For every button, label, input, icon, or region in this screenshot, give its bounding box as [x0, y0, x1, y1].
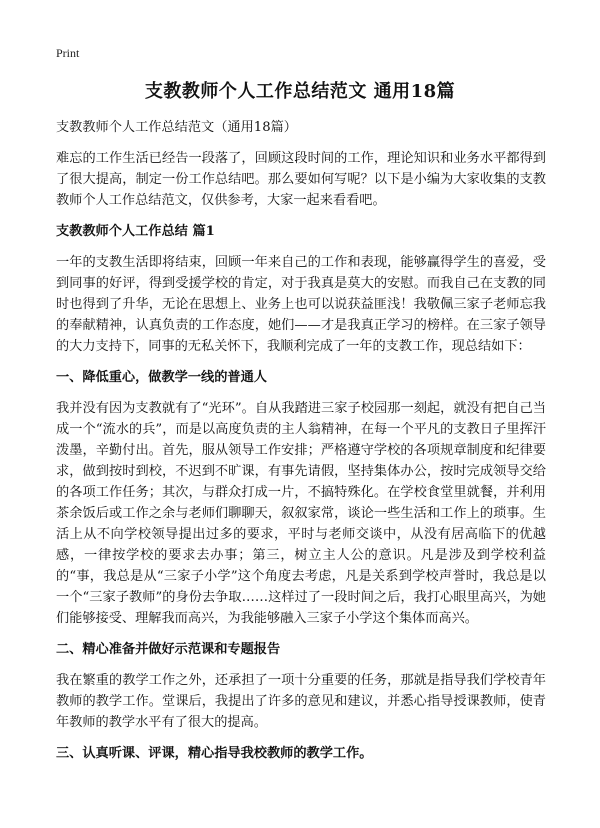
- page-title: 支教教师个人工作总结范文 通用18篇: [144, 81, 456, 102]
- section1-paragraph: 我并没有因为支教就有了“光环”。自从我踏进三家子校园那一刻起，就没有把自己当成一个“流水的兵”，而是以高度负责的主人翁精神，在每一个平凡的支教日子里挥汗泼墨，辛勤付出。首先，服从领导工作安排；严格遵守学校的各项规章制度和纪律要求，做到按时到校，不迟到不旷课，有事先请假，坚持集体办公，按时完成领导交给的各项工作任务；其次，与群众打成一片，不搞特殊化。在学校食堂里就餐，并利用茶余饭后或工作之余与老师们聊聊天，叙叙家常，谈论一些生活和工作上的琐事。生活上从不向学校领导提出过多的要求，平时与老师交谈中，从没有居高临下的优越感，一律按学校的要求去办事；第三，树立主人公的意识。凡是涉及到学校利益的“事，我总是从“三家子小学”这个角度去考虑，凡是关系到学校声誉时，我总是以一个“三家子教师”的身份去争取……这样过了一段时间之后，我打心眼里高兴，为她们能够接受、理解我而高兴，为我能够融入三家子小学这个集体而高兴。: [56, 401, 546, 626]
- document-subtitle: 支教教师个人工作总结范文（通用18篇）: [56, 120, 297, 135]
- section2-paragraph: 我在繁重的教学工作之外，还承担了一项十分重要的任务，那就是指导我们学校青年教师的教学工作。堂课后，我提出了许多的意见和建议，并悉心指导授课教师，使青年教师的教学水平有了很大的提高。: [56, 673, 546, 730]
- part1-heading: 支教教师个人工作总结 篇1: [56, 224, 215, 239]
- part1-paragraph: 一年的支教生活即将结束，回顾一年来自己的工作和表现，能够赢得学生的喜爱，受到同事的好评，得到受援学校的肯定，对于我真是莫大的安慰。而我自己在支教的同时也得到了升华，无论在思想上、业务上也可以说获益匪浅！我敬佩三家子老师忘我的奉献精神，认真负责的工作态度，她们——才是我真正学习的榜样。在三家子领导的大力支持下，同事的无私关怀下，我顺利完成了一年的支教工作，现总结如下：: [56, 255, 546, 354]
- section2-heading: 二、精心准备并做好示范课和专题报告: [56, 642, 281, 657]
- section3-heading: 三、认真听课、评课，精心指导我校教师的教学工作。: [56, 746, 373, 761]
- document-body: [56, 118, 546, 774]
- print-label[interactable]: Print: [56, 46, 80, 60]
- section1-heading: 一、降低重心，做教学一线的普通人: [56, 370, 267, 385]
- intro-paragraph: 难忘的工作生活已经告一段落了，回顾这段时间的工作，理论知识和业务水平都得到了很大提高，制定一份工作总结吧。那么要如何写呢？以下是小编为大家收集的支教教师个人工作总结范文，仅供参考，大家一起来看看吧。: [56, 151, 546, 208]
